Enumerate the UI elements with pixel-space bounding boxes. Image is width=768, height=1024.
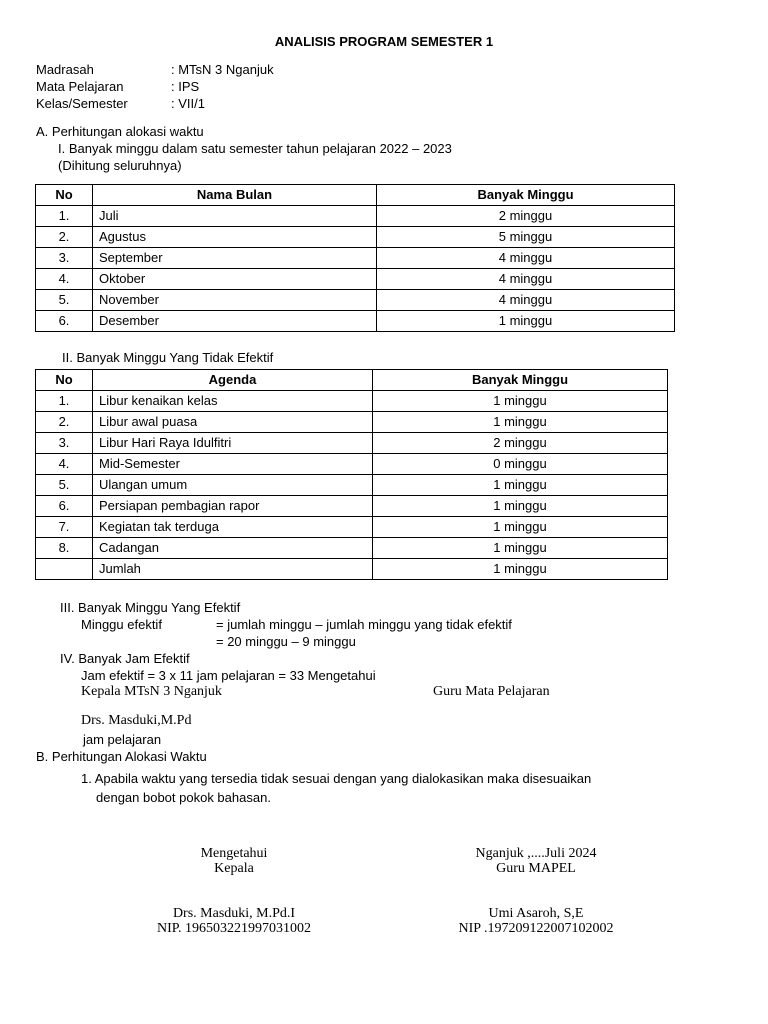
section-a-line1: I. Banyak minggu dalam satu semester tahun pelajaran 2022 – 2023	[58, 141, 452, 156]
info-label-kelas: Kelas/Semester	[36, 96, 128, 111]
table-row	[36, 412, 668, 433]
cell-weeks: 4 minggu	[377, 248, 675, 269]
cell-weeks: 1 minggu	[373, 538, 668, 559]
cell-no: 2.	[36, 227, 93, 248]
cell-no: 7.	[36, 517, 93, 538]
cell-agenda: Kegiatan tak terduga	[93, 517, 373, 538]
sig-right-name: Umi Asaroh, S,E	[488, 906, 584, 921]
cell-weeks: 2 minggu	[377, 206, 675, 227]
cell-no: 4.	[36, 269, 93, 290]
table-row	[36, 517, 668, 538]
cell-no: 6.	[36, 496, 93, 517]
table-row	[36, 290, 675, 311]
cell-no: 1.	[36, 391, 93, 412]
cell-month: Juli	[93, 206, 377, 227]
table-row	[36, 206, 675, 227]
kepala-label: Kepala MTsN 3 Nganjuk	[81, 684, 222, 699]
header-month: Nama Bulan	[93, 185, 377, 206]
section-iii-heading: III. Banyak Minggu Yang Efektif	[60, 600, 241, 615]
header-no: No	[36, 370, 93, 391]
table-header-row	[36, 370, 668, 391]
cell-weeks: 0 minggu	[373, 454, 668, 475]
info-value-mapel: : IPS	[171, 79, 200, 94]
section-b-item1-line2: dengan bobot pokok bahasan.	[96, 790, 271, 805]
cell-agenda: Libur Hari Raya Idulfitri	[93, 433, 373, 454]
cell-weeks: 1 minggu	[373, 391, 668, 412]
cell-month: Desember	[93, 311, 377, 332]
table-row	[36, 248, 675, 269]
cell-no: 5.	[36, 475, 93, 496]
cell-no: 4.	[36, 454, 93, 475]
cell-no: 5.	[36, 290, 93, 311]
header-agenda: Agenda	[93, 370, 373, 391]
cell-no: 6.	[36, 311, 93, 332]
sig-left-name: Drs. Masduki, M.Pd.I	[172, 906, 296, 921]
table-total-row	[36, 559, 668, 580]
cell-weeks: 4 minggu	[377, 290, 675, 311]
table-row	[36, 269, 675, 290]
cell-weeks: 1 minggu	[373, 517, 668, 538]
section-a-heading: A. Perhitungan alokasi waktu	[36, 124, 204, 139]
header-no: No	[36, 185, 93, 206]
sig-left-line1: Mengetahui	[200, 846, 268, 861]
cell-weeks: 4 minggu	[377, 269, 675, 290]
effective-weeks-label: Minggu efektif	[81, 617, 162, 632]
sig-right-line2: Guru MAPEL	[496, 861, 576, 876]
header-weeks: Banyak Minggu	[373, 370, 668, 391]
cell-month: September	[93, 248, 377, 269]
jam-pelajaran-text: jam pelajaran	[83, 732, 162, 747]
sig-left-nip: NIP. 196503221997031002	[156, 921, 311, 936]
section-iv-heading: IV. Banyak Jam Efektif	[60, 651, 190, 666]
section-a-line2: (Dihitung seluruhnya)	[58, 158, 182, 173]
table-row	[36, 433, 668, 454]
cell-agenda: Libur awal puasa	[93, 412, 373, 433]
cell-month: November	[93, 290, 377, 311]
sig-right-line1: Nganjuk ,....Juli 2024	[475, 846, 597, 861]
table-row	[36, 311, 675, 332]
cell-agenda: Libur kenaikan kelas	[93, 391, 373, 412]
cell-weeks: 1 minggu	[377, 311, 675, 332]
kepala-name: Drs. Masduki,M.Pd	[81, 713, 192, 728]
cell-no: 1.	[36, 206, 93, 227]
info-value-kelas: : VII/1	[171, 96, 205, 111]
cell-no: 3.	[36, 433, 93, 454]
table-row	[36, 496, 668, 517]
table-row	[36, 454, 668, 475]
cell-month: Oktober	[93, 269, 377, 290]
cell-weeks: 1 minggu	[373, 412, 668, 433]
cell-total-weeks: 1 minggu	[373, 559, 668, 580]
effective-weeks-formula2: = 20 minggu – 9 minggu	[216, 634, 356, 649]
cell-no	[36, 559, 93, 580]
cell-agenda: Cadangan	[93, 538, 373, 559]
sig-left-line2: Kepala	[214, 861, 254, 876]
months-table	[35, 184, 675, 332]
section-b-heading: B. Perhitungan Alokasi Waktu	[36, 749, 207, 764]
cell-total-label: Jumlah	[93, 559, 373, 580]
table-row	[36, 538, 668, 559]
effective-hours-line: Jam efektif = 3 x 11 jam pelajaran = 33 Mengetahui	[81, 668, 376, 683]
cell-agenda: Persiapan pembagian rapor	[93, 496, 373, 517]
table-row	[36, 227, 675, 248]
table-row	[36, 475, 668, 496]
cell-agenda: Mid-Semester	[93, 454, 373, 475]
section-ii-heading: II. Banyak Minggu Yang Tidak Efektif	[62, 350, 274, 365]
sig-right-nip: NIP .197209122007102002	[458, 921, 614, 936]
cell-no: 8.	[36, 538, 93, 559]
cell-no: 2.	[36, 412, 93, 433]
cell-agenda: Ulangan umum	[93, 475, 373, 496]
cell-month: Agustus	[93, 227, 377, 248]
effective-weeks-formula1: = jumlah minggu – jumlah minggu yang tidak efektif	[216, 617, 512, 632]
header-weeks: Banyak Minggu	[377, 185, 675, 206]
info-label-mapel: Mata Pelajaran	[36, 79, 124, 94]
info-label-madrasah: Madrasah	[36, 62, 94, 77]
cell-weeks: 1 minggu	[373, 496, 668, 517]
table-row	[36, 391, 668, 412]
cell-weeks: 2 minggu	[373, 433, 668, 454]
cell-weeks: 1 minggu	[373, 475, 668, 496]
table-header-row	[36, 185, 675, 206]
guru-label: Guru Mata Pelajaran	[433, 684, 550, 699]
agenda-table	[35, 369, 668, 580]
cell-weeks: 5 minggu	[377, 227, 675, 248]
section-b-item1-line1: 1. Apabila waktu yang tersedia tidak sesuai dengan yang dialokasikan maka disesuaikan	[81, 771, 592, 786]
info-value-madrasah: : MTsN 3 Nganjuk	[171, 62, 274, 77]
page-title: ANALISIS PROGRAM SEMESTER 1	[274, 34, 494, 49]
cell-no: 3.	[36, 248, 93, 269]
